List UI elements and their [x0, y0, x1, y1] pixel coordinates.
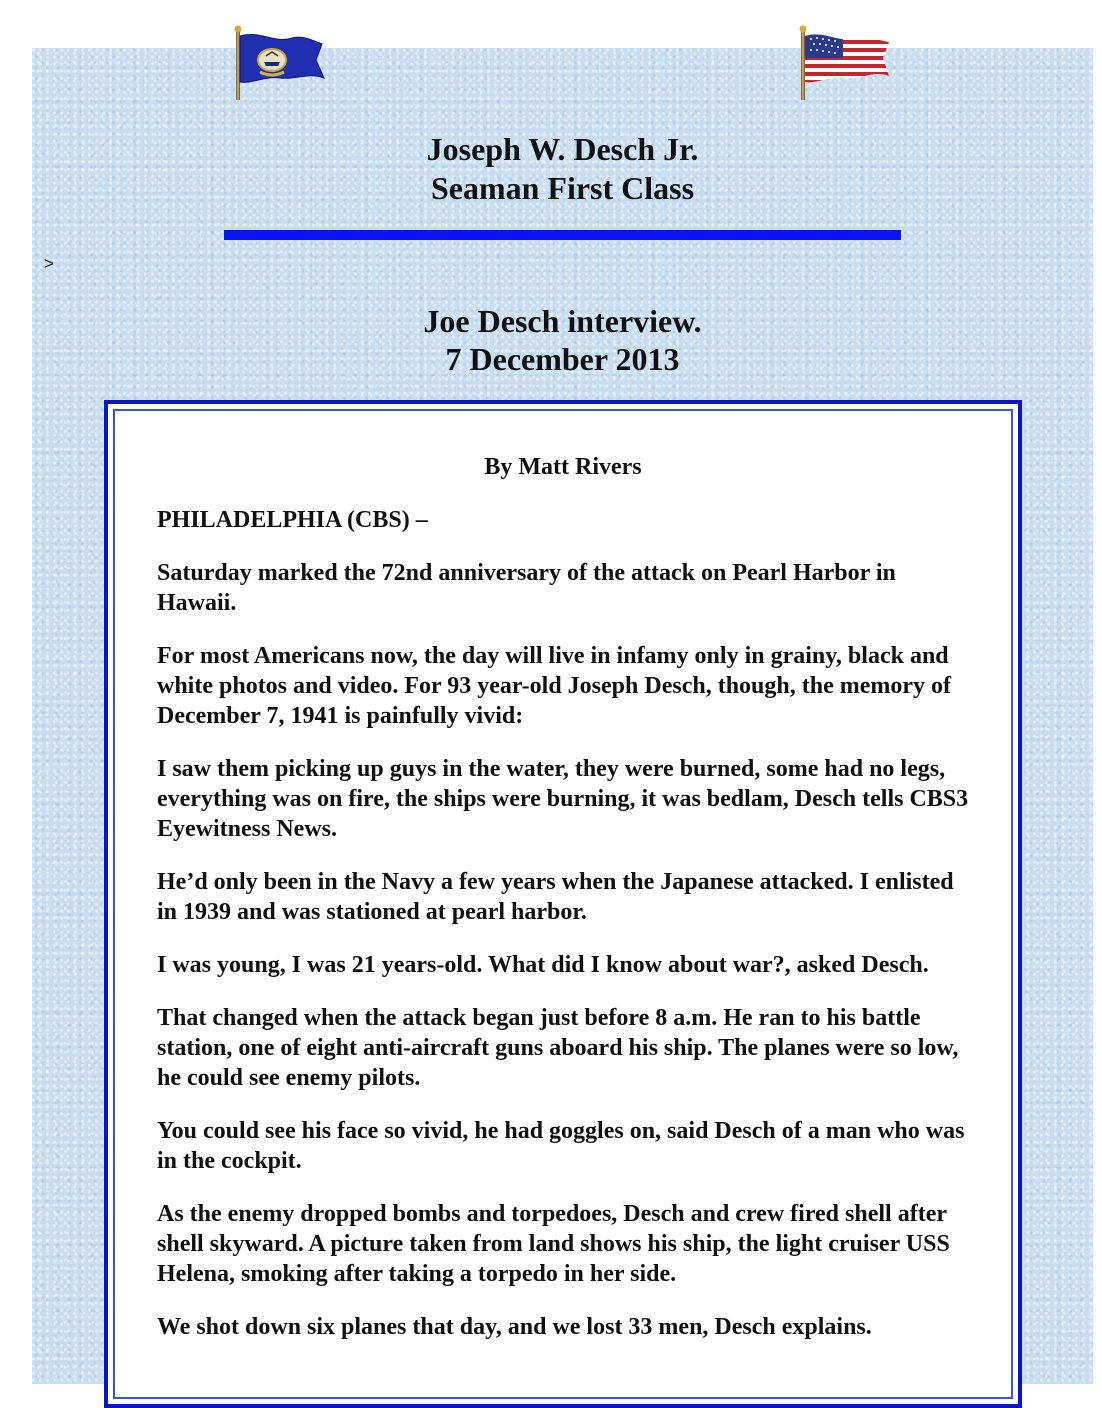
- article-content: [157, 452, 969, 1365]
- article-paragraph: For most Americans now, the day will live in infamy only in grainy, black and white photos and video. For 93 year-old Joseph Desch, though, the memory of December 7, 1941 is painfully vivid:: [157, 643, 952, 729]
- interview-heading: [32, 302, 1093, 378]
- article-paragraph: I was young, I was 21 years-old. What did I know about war?, asked Desch.: [157, 952, 929, 978]
- header-divider: [224, 230, 901, 240]
- article-paragraph: He’d only been in the Navy a few years when the Japanese attacked. I enlisted in 1939 and was stationed at pearl harbor.: [157, 869, 954, 925]
- interview-date: 7 December 2013: [445, 341, 680, 377]
- page-header: [32, 130, 1093, 208]
- article-paragraph: We shot down six planes that day, and we lost 33 men, Desch explains.: [157, 1314, 872, 1340]
- article-paragraph: As the enemy dropped bombs and torpedoes, Desch and crew fired shell after shell skyward. A picture taken from land shows his ship, the light cruiser USS Helena, smoking after taking a torpedo in her side.: [157, 1201, 950, 1287]
- navy-flag-icon: [230, 22, 325, 100]
- sailor-rank: Seaman First Class: [430, 170, 695, 206]
- us-flag-icon: [795, 22, 890, 100]
- article-paragraph: Saturday marked the 72nd anniversary of the attack on Pearl Harbor in Hawaii.: [157, 560, 896, 616]
- interview-title: Joe Desch interview.: [423, 303, 702, 339]
- article-byline: By Matt Rivers: [484, 454, 642, 480]
- stray-text: >: [44, 254, 54, 273]
- article-paragraph: That changed when the attack began just before 8 a.m. He ran to his battle station, one of eight anti-aircraft guns aboard his ship. The planes were so low, he could see enemy pilots.: [157, 1005, 959, 1091]
- article-paragraph: PHILADELPHIA (CBS) –: [157, 507, 428, 533]
- article-paragraph: I saw them picking up guys in the water, they were burned, some had no legs, everything was on fire, the ships were burning, it was bedlam, Desch tells CBS3 Eyewitness News.: [157, 756, 969, 842]
- article-paragraph: You could see his face so vivid, he had goggles on, said Desch of a man who was in the cockpit.: [157, 1118, 965, 1174]
- article-box: [104, 400, 1022, 1408]
- sailor-name: Joseph W. Desch Jr.: [426, 131, 699, 167]
